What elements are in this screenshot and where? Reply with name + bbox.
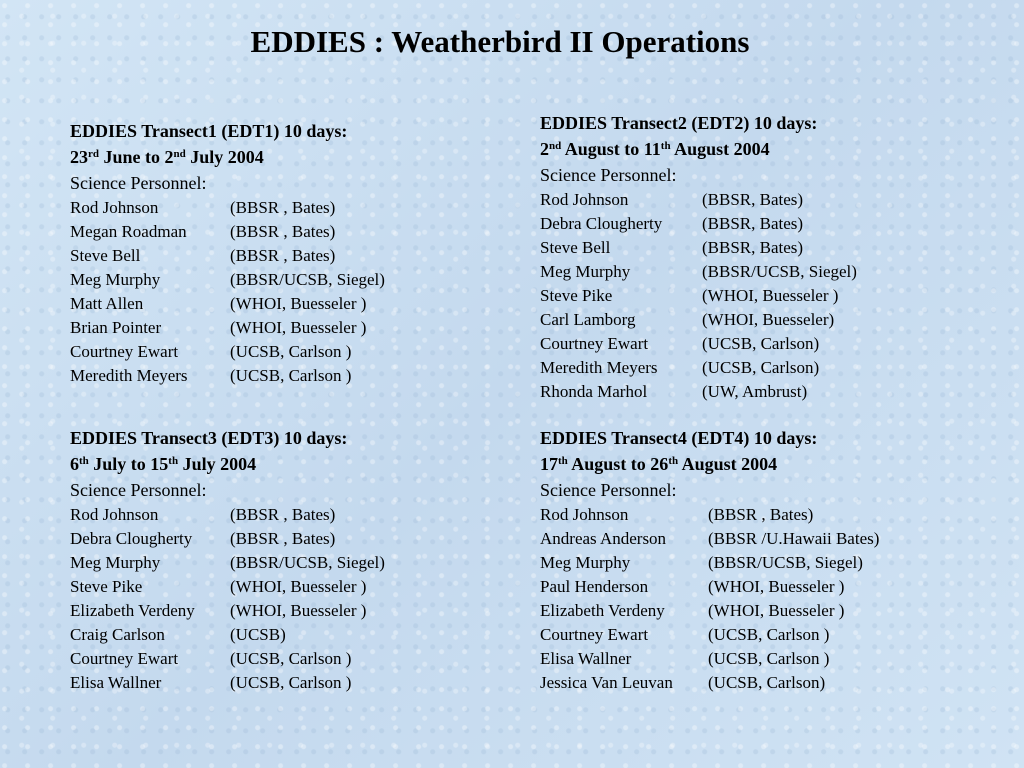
person-name: Steve Pike xyxy=(70,577,143,596)
personnel-row xyxy=(540,212,1000,236)
personnel-row xyxy=(70,268,530,292)
person-name: Rod Johnson xyxy=(70,505,159,524)
page-title: EDDIES : Weatherbird II Operations xyxy=(250,24,750,59)
personnel-row xyxy=(540,575,1000,599)
transect-heading: EDDIES Transect3 (EDT3) 10 days: xyxy=(70,428,348,448)
person-affiliation: (WHOI, Buesseler ) xyxy=(230,601,367,620)
personnel-label: Science Personnel: xyxy=(70,173,207,193)
person-name: Matt Allen xyxy=(70,294,144,313)
start-day-suffix: th xyxy=(558,455,568,467)
personnel-row xyxy=(70,551,530,575)
transect-heading: EDDIES Transect1 (EDT1) 10 days: xyxy=(70,121,348,141)
start-day: 6 xyxy=(70,454,79,474)
person-name: Jessica Van Leuvan xyxy=(540,673,673,692)
person-affiliation: (WHOI, Buesseler ) xyxy=(702,286,839,305)
personnel-row xyxy=(70,575,530,599)
start-day: 2 xyxy=(540,139,549,159)
personnel-label: Science Personnel: xyxy=(70,480,207,500)
start-day: 17 xyxy=(540,454,558,474)
personnel-row xyxy=(70,527,530,551)
personnel-row xyxy=(70,292,530,316)
person-affiliation: (UCSB, Carlson ) xyxy=(230,649,352,668)
personnel-row xyxy=(540,671,1000,695)
personnel-row xyxy=(540,647,1000,671)
person-name: Elizabeth Verdeny xyxy=(70,601,195,620)
transect-2-block xyxy=(540,110,1000,404)
person-affiliation: (UCSB, Carlson ) xyxy=(230,673,352,692)
start-day: 23 xyxy=(70,147,88,167)
person-affiliation: (WHOI, Buesseler ) xyxy=(708,601,845,620)
person-name: Rod Johnson xyxy=(540,190,629,209)
personnel-row xyxy=(70,196,530,220)
person-affiliation: (BBSR, Bates) xyxy=(702,238,804,257)
person-name: Meg Murphy xyxy=(70,553,161,572)
personnel-row xyxy=(540,332,1000,356)
person-affiliation: (BBSR/UCSB, Siegel) xyxy=(702,262,857,281)
personnel-row xyxy=(540,380,1000,404)
personnel-row xyxy=(70,340,530,364)
personnel-row xyxy=(540,236,1000,260)
person-affiliation: (BBSR , Bates) xyxy=(230,198,336,217)
end-day-suffix: nd xyxy=(173,148,186,160)
person-name: Rhonda Marhol xyxy=(540,382,648,401)
personnel-row xyxy=(70,316,530,340)
person-affiliation: (BBSR, Bates) xyxy=(702,190,804,209)
transect-3-block xyxy=(70,425,530,695)
person-name: Andreas Anderson xyxy=(540,529,667,548)
person-name: Courtney Ewart xyxy=(540,625,649,644)
person-name: Courtney Ewart xyxy=(70,342,179,361)
date-end: July 2004 xyxy=(185,147,264,167)
personnel-row xyxy=(70,623,530,647)
person-affiliation: (BBSR , Bates) xyxy=(708,505,814,524)
person-affiliation: (UW, Ambrust) xyxy=(702,382,808,401)
person-affiliation: (WHOI, Buesseler) xyxy=(702,310,835,329)
person-name: Steve Pike xyxy=(540,286,613,305)
person-name: Courtney Ewart xyxy=(540,334,649,353)
transect-4-block xyxy=(540,425,1000,695)
person-name: Carl Lamborg xyxy=(540,310,636,329)
person-affiliation: (UCSB, Carlson ) xyxy=(708,625,830,644)
person-affiliation: (UCSB, Carlson ) xyxy=(708,649,830,668)
person-name: Debra Clougherty xyxy=(540,214,663,233)
end-day-suffix: th xyxy=(668,455,679,467)
person-affiliation: (BBSR , Bates) xyxy=(230,222,336,241)
personnel-row xyxy=(70,364,530,388)
personnel-row xyxy=(70,244,530,268)
date-middle: July to 15 xyxy=(88,454,169,474)
transect-heading: EDDIES Transect2 (EDT2) 10 days: xyxy=(540,113,818,133)
person-name: Megan Roadman xyxy=(70,222,187,241)
person-affiliation: (BBSR , Bates) xyxy=(230,529,336,548)
person-name: Rod Johnson xyxy=(70,198,159,217)
transect-heading: EDDIES Transect4 (EDT4) 10 days: xyxy=(540,428,818,448)
personnel-label: Science Personnel: xyxy=(540,165,677,185)
person-affiliation: (BBSR/UCSB, Siegel) xyxy=(230,553,385,572)
transect-dates xyxy=(540,451,1000,477)
transect-dates xyxy=(70,144,530,170)
person-name: Paul Henderson xyxy=(540,577,649,596)
date-middle: June to 2 xyxy=(99,147,174,167)
person-name: Steve Bell xyxy=(70,246,141,265)
person-affiliation: (WHOI, Buesseler ) xyxy=(230,294,367,313)
person-affiliation: (UCSB, Carlson) xyxy=(708,673,826,692)
date-middle: August to 26 xyxy=(567,454,669,474)
start-day-suffix: nd xyxy=(549,140,562,152)
person-name: Meredith Meyers xyxy=(540,358,658,377)
personnel-row xyxy=(540,188,1000,212)
personnel-row xyxy=(70,220,530,244)
person-affiliation: (UCSB, Carlson ) xyxy=(230,366,352,385)
person-name: Meg Murphy xyxy=(70,270,161,289)
person-name: Meg Murphy xyxy=(540,262,631,281)
transect-dates xyxy=(70,451,530,477)
start-day-suffix: rd xyxy=(88,148,99,160)
person-name: Meg Murphy xyxy=(540,553,631,572)
person-name: Craig Carlson xyxy=(70,625,165,644)
person-affiliation: (UCSB) xyxy=(230,625,286,644)
personnel-row xyxy=(540,599,1000,623)
personnel-row xyxy=(540,527,1000,551)
start-day-suffix: th xyxy=(79,455,89,467)
date-end: July 2004 xyxy=(178,454,257,474)
person-affiliation: (UCSB, Carlson) xyxy=(702,358,820,377)
person-affiliation: (WHOI, Buesseler ) xyxy=(230,577,367,596)
personnel-row xyxy=(540,356,1000,380)
personnel-row xyxy=(70,671,530,695)
person-name: Debra Clougherty xyxy=(70,529,193,548)
personnel-row xyxy=(540,623,1000,647)
person-name: Rod Johnson xyxy=(540,505,629,524)
person-affiliation: (BBSR, Bates) xyxy=(702,214,804,233)
person-name: Courtney Ewart xyxy=(70,649,179,668)
person-affiliation: (BBSR/UCSB, Siegel) xyxy=(708,553,863,572)
personnel-row xyxy=(540,308,1000,332)
transect-dates xyxy=(540,136,1000,162)
person-affiliation: (BBSR , Bates) xyxy=(230,246,336,265)
person-affiliation: (UCSB, Carlson) xyxy=(702,334,820,353)
personnel-label: Science Personnel: xyxy=(540,480,677,500)
personnel-row xyxy=(540,551,1000,575)
personnel-row xyxy=(540,284,1000,308)
person-name: Elisa Wallner xyxy=(70,673,162,692)
personnel-row xyxy=(540,260,1000,284)
date-middle: August to 11 xyxy=(561,139,661,159)
transect-1-block xyxy=(70,118,530,388)
person-name: Elisa Wallner xyxy=(540,649,632,668)
end-day-suffix: th xyxy=(660,140,671,152)
person-name: Elizabeth Verdeny xyxy=(540,601,665,620)
personnel-row xyxy=(540,503,1000,527)
person-affiliation: (UCSB, Carlson ) xyxy=(230,342,352,361)
person-name: Brian Pointer xyxy=(70,318,162,337)
date-end: August 2004 xyxy=(670,139,770,159)
personnel-row xyxy=(70,503,530,527)
personnel-row xyxy=(70,599,530,623)
end-day-suffix: th xyxy=(168,455,179,467)
person-affiliation: (BBSR/UCSB, Siegel) xyxy=(230,270,385,289)
person-name: Meredith Meyers xyxy=(70,366,188,385)
person-affiliation: (WHOI, Buesseler ) xyxy=(708,577,845,596)
date-end: August 2004 xyxy=(678,454,778,474)
person-affiliation: (WHOI, Buesseler ) xyxy=(230,318,367,337)
personnel-row xyxy=(70,647,530,671)
person-name: Steve Bell xyxy=(540,238,611,257)
person-affiliation: (BBSR , Bates) xyxy=(230,505,336,524)
person-affiliation: (BBSR /U.Hawaii Bates) xyxy=(708,529,880,548)
